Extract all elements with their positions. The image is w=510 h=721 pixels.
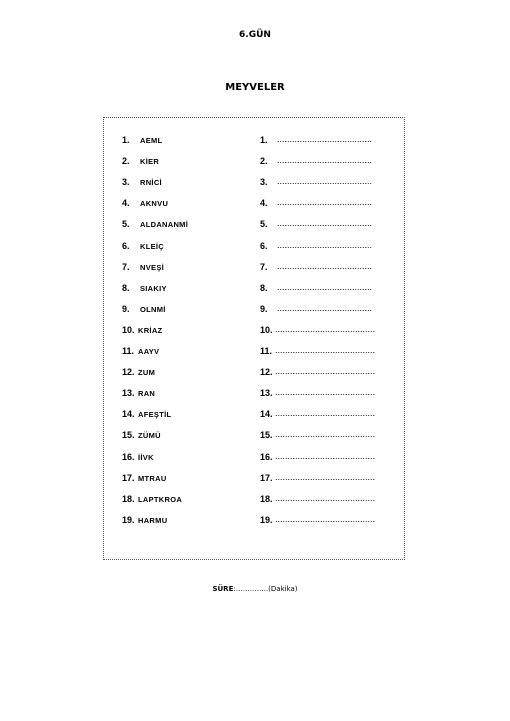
answer-number: 11. [260, 346, 273, 356]
scrambled-word: NVEŞİ [140, 262, 165, 272]
answer-number: 13. [260, 388, 273, 399]
list-item [104, 219, 406, 237]
time-label: SÜRE [212, 585, 234, 593]
answer-blank[interactable]: ........................................ [275, 450, 376, 461]
list-item [104, 515, 406, 533]
answer-blank[interactable]: ........................................ [275, 366, 376, 377]
scrambled-word: ALDANANMİ [140, 220, 189, 230]
item-number: 4. [122, 198, 130, 209]
answer-blank[interactable]: ...................................... [277, 218, 373, 229]
answer-blank[interactable]: ........................................ [275, 492, 376, 503]
item-number: 15. [122, 430, 135, 441]
page-title: MEYVELER [225, 82, 285, 93]
answer-blank[interactable]: ...................................... [277, 134, 373, 144]
scrambled-word: KLEİÇ [140, 241, 164, 251]
item-number: 3. [122, 177, 130, 188]
answer-number: 14. [260, 409, 273, 420]
list-item [104, 198, 406, 216]
answer-number: 3. [260, 177, 268, 188]
item-number: 9. [122, 303, 130, 314]
scrambled-word: AFEŞTİL [138, 410, 172, 420]
item-number: 7. [122, 261, 130, 272]
answer-number: 8. [260, 282, 268, 293]
item-number: 1. [122, 135, 130, 145]
answer-number: 2. [260, 156, 268, 167]
answer-number: 15. [260, 430, 273, 441]
time-footer [0, 585, 510, 593]
item-number: 5. [122, 219, 130, 230]
item-number: 2. [122, 156, 130, 167]
answer-number: 5. [260, 219, 268, 230]
scrambled-word: HARMU [138, 515, 168, 525]
list-item [104, 430, 406, 448]
scrambled-word: SIAKIY [140, 283, 167, 293]
answer-number: 18. [260, 493, 273, 504]
answer-number: 17. [260, 472, 273, 483]
answer-number: 10. [260, 324, 273, 335]
list-item [104, 346, 406, 364]
answer-number: 4. [260, 198, 268, 209]
answer-blank[interactable]: ...................................... [277, 260, 373, 271]
list-item [104, 494, 406, 512]
list-item [104, 452, 406, 470]
list-item [104, 367, 406, 385]
answer-number: 9. [260, 303, 268, 314]
scrambled-word: KRİAZ [138, 325, 163, 335]
item-number: 13. [122, 388, 135, 399]
answer-number: 12. [260, 367, 273, 378]
list-item [104, 409, 406, 427]
item-number: 10. [122, 324, 135, 335]
answer-blank[interactable]: ........................................ [275, 513, 376, 524]
list-item [104, 241, 406, 259]
answer-number: 7. [260, 261, 268, 272]
scrambled-word: RNİCİ [140, 178, 162, 188]
worksheet-box [103, 117, 405, 560]
day-title: 6.GÜN [239, 30, 271, 40]
answer-blank[interactable]: ...................................... [277, 281, 373, 292]
answer-blank[interactable]: ...................................... [277, 197, 373, 208]
answer-blank[interactable]: ...................................... [277, 239, 373, 250]
list-item [104, 388, 406, 406]
list-item [104, 177, 406, 195]
answer-number: 19. [260, 514, 273, 525]
item-number: 16. [122, 451, 135, 462]
scrambled-word: MTRAU [138, 473, 167, 483]
answer-blank[interactable]: ...................................... [277, 302, 373, 313]
list-item [104, 473, 406, 491]
answer-blank[interactable]: ...................................... [277, 176, 373, 187]
answer-number: 1. [260, 135, 268, 145]
list-item [104, 262, 406, 280]
answer-blank[interactable]: ........................................ [275, 408, 376, 419]
scrambled-word: ZUM [138, 368, 156, 378]
list-item [104, 325, 406, 343]
item-number: 12. [122, 367, 135, 378]
item-number: 17. [122, 472, 135, 483]
scrambled-word: İİVK [138, 452, 154, 462]
answer-blank[interactable]: ........................................ [275, 387, 376, 398]
answer-blank[interactable]: ........................................ [275, 429, 376, 440]
list-item [104, 135, 406, 153]
item-number: 18. [122, 493, 135, 504]
scrambled-word: AKNVU [140, 199, 169, 209]
scrambled-word: KİER [140, 157, 160, 167]
item-number: 14. [122, 409, 135, 420]
list-item [104, 283, 406, 301]
scrambled-word: RAN [138, 389, 156, 399]
item-number: 8. [122, 282, 130, 293]
answer-blank[interactable]: ...................................... [277, 155, 373, 166]
answer-number: 16. [260, 451, 273, 462]
time-blank: :…………..(Dakika) [233, 585, 298, 593]
scrambled-word: AAYV [138, 347, 160, 356]
list-item [104, 304, 406, 322]
item-number: 11. [122, 346, 135, 356]
scrambled-word: ZÜMÜ [138, 431, 161, 441]
item-number: 19. [122, 514, 135, 525]
scrambled-word: LAPTKROA [138, 494, 183, 504]
scrambled-word: OLNMİ [140, 304, 166, 314]
answer-blank[interactable]: ........................................ [275, 345, 376, 355]
scrambled-word: AEML [140, 136, 163, 145]
list-item [104, 156, 406, 174]
answer-blank[interactable]: ........................................ [275, 471, 376, 482]
answer-blank[interactable]: ........................................ [275, 323, 376, 334]
item-number: 6. [122, 240, 130, 251]
answer-number: 6. [260, 240, 268, 251]
